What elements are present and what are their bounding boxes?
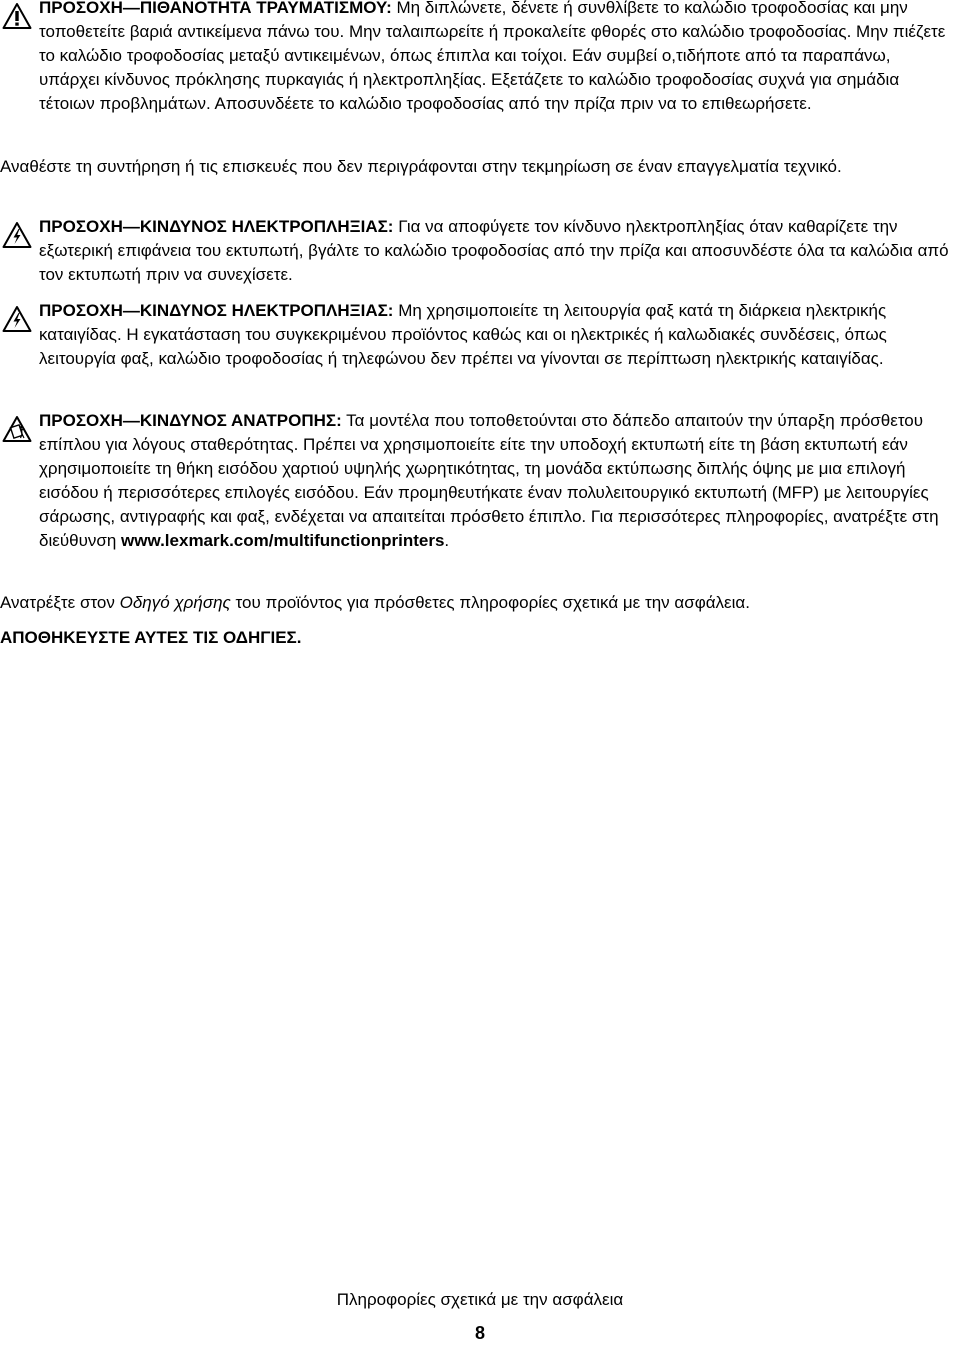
refer-text: Ανατρέξτε στον — [0, 593, 120, 612]
warning-body-end: . — [444, 531, 450, 550]
warning-text — [39, 0, 954, 116]
warning-label: ΠΡΟΣΟΧΗ—ΚΙΝΔΥΝΟΣ ΗΛΕΚΤΡΟΠΛΗΞΙΑΣ: — [39, 217, 394, 236]
warning-text — [39, 409, 954, 553]
footer-section-title: Πληροφορίες σχετικά με την ασφάλεια — [336, 1290, 624, 1309]
save-instructions-heading: ΑΠΟΘΗΚΕΥΣΤΕ ΑΥΤΕΣ ΤΙΣ ΟΔΗΓΙΕΣ. — [0, 628, 302, 647]
refer-text-end: του προϊόντος για πρόσθετες πληροφορίες σχετικά με την ασφάλεια. — [230, 593, 750, 612]
warning-label: ΠΡΟΣΟΧΗ—ΚΙΝΔΥΝΟΣ ΑΝΑΤΡΟΠΗΣ: — [39, 411, 342, 430]
warning-tip-hazard — [0, 409, 960, 553]
service-note: Αναθέστε τη συντήρηση ή τις επισκευές που δεν περιγράφονται στην τεκμηρίωση σε έναν επαγγελματία τεχνικό. — [0, 157, 842, 176]
tip-hazard-icon — [2, 415, 32, 443]
warning-text — [39, 299, 954, 371]
warning-shock-hazard — [0, 215, 960, 287]
warning-label: ΠΡΟΣΟΧΗ—ΚΙΝΔΥΝΟΣ ΗΛΕΚΤΡΟΠΛΗΞΙΑΣ: — [39, 301, 394, 320]
warning-body: Μη διπλώνετε, δένετε ή συνθλίβετε το καλώδιο τροφοδοσίας και μην τοποθετείτε βαριά αντικείμενα πάνω του. Μην ταλαιπωρείτε ή προκαλείτε φθορές στο καλώδιο τροφοδοσίας. Μην πιέζετε το καλώδιο τροφοδοσίας μεταξύ αντικειμένων, όπως έπιπλα και τοίχοι. Εάν συμβεί ο,τιδήποτε από τα παραπάνω, υπάρχει κίνδυνος πρόκλησης πυρκαγιάς ή ηλεκτροπληξίας. Εξετάζετε το καλώδιο τροφοδοσίας συχνά για σημάδια τέτοιων προβλημάτων. Αποσυνδέετε το καλώδιο τροφοδοσίας από την πρίζα πριν να το επιθεωρήσετε. — [39, 0, 946, 113]
shock-hazard-icon — [2, 221, 32, 249]
lexmark-link[interactable]: www.lexmark.com/multifunctionprinters — [121, 531, 445, 550]
warning-body: Για να αποφύγετε τον κίνδυνο ηλεκτροπληξίας όταν καθαρίζετε την εξωτερική επιφάνεια του εκτυπωτή, βγάλτε το καλώδιο τροφοδοσίας από την πρίζα και αποσυνδέστε όλα τα καλώδια από τον εκτυπωτή πριν να συνεχίσετε. — [39, 217, 949, 284]
warning-label: ΠΡΟΣΟΧΗ—ΠΙΘΑΝΟΤΗΤΑ ΤΡΑΥΜΑΤΙΣΜΟΥ: — [39, 0, 392, 17]
user-guide-title: Οδηγό χρήσης — [119, 593, 231, 612]
shock-hazard-icon — [2, 305, 32, 333]
warning-shock-hazard-fax — [0, 299, 960, 371]
warning-triangle-icon — [2, 2, 32, 30]
warning-body: Μη χρησιμοποιείτε τη λειτουργία φαξ κατά τη διάρκεια ηλεκτρικής καταιγίδας. Η εγκατάσταση του συγκεκριμένου προϊόντος καθώς και οι ηλεκτρικές ή καλωδιακές συνδέσεις, όπως λειτουργία φαξ, καλώδιο τροφοδοσίας ή τηλεφώνου δεν πρέπει να γίνονται σε περίπτωση ηλεκτρικής καταιγίδας. — [39, 301, 887, 368]
page-number: 8 — [474, 1323, 485, 1343]
warning-body: Τα μοντέλα που τοποθετούνται στο δάπεδο απαιτούν την ύπαρξη πρόσθετου επίπλου για λόγους σταθερότητας. Πρέπει να χρησιμοποιείτε είτε την υποδοχή εκτυπωτή είτε τη βάση εκτυπωτή εάν χρησιμοποιείτε τη θήκη εισόδου χαρτιού υψηλής χωρητικότητας, τη μονάδα εκτύπωσης διπλής όψης με μια επιλογή εισόδου ή περισσότερες επιλογές εισόδου. Εάν προμηθευτήκατε έναν πολυλειτουργικό εκτυπωτή (MFP) με λειτουργίες σάρωσης, αντιγραφής και φαξ, ενδέχεται να απαιτείται πρόσθετο έπιπλο. Για περισσότερες πληροφορίες, ανατρέξτε στη διεύθυνση — [39, 411, 939, 550]
warning-personal-injury — [0, 0, 960, 116]
warning-text — [39, 215, 954, 287]
refer-note — [0, 591, 950, 615]
